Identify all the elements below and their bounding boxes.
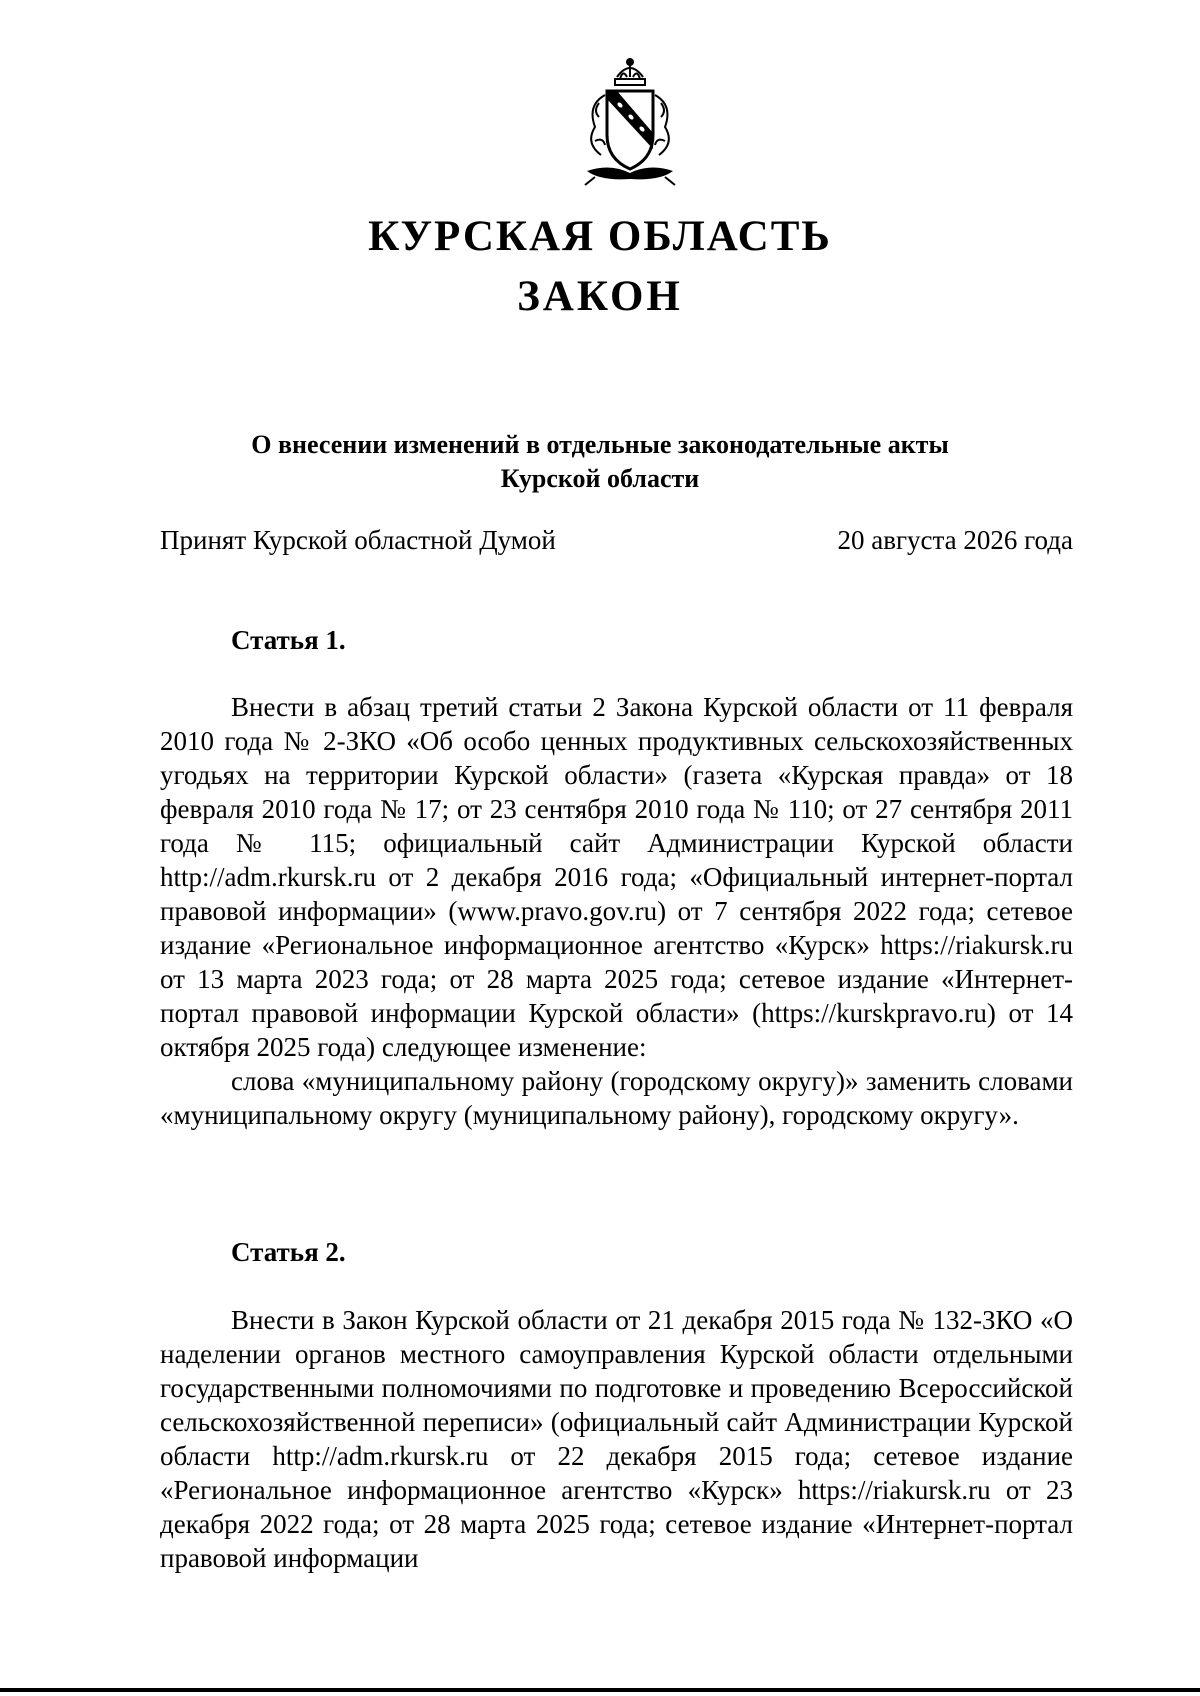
article-1-paragraph: слова «муниципальному району (городскому округу)» заменить словами «муниципальному округу (муниципальному району), городскому округу». [160,1066,1073,1130]
document-title-line1: О внесении изменений в отдельные законодательные акты [251,430,949,459]
adoption-line [160,525,1073,556]
article-1-paragraph: Внести в абзац третий статьи 2 Закона Курской области от 11 февраля 2010 года № 2-ЗКО «Об особо ценных продуктивных сельскохозяйственных угодьях на территории Курской области» (газета «Курская правда» от 18 февраля 2010 года № 17; от 23 сентября 2010 года № 110; от 27 сентября 2011 года № 115; официальный сайт Администрации Курской области http://adm.rkursk.ru от 2 декабря 2016 года; «Официальный интернет-портал правовой информации» (www.pravo.gov.ru) от 7 сентября 2022 года; сетевое издание «Региональное информационное агентство «Курск» https://riakursk.ru от 13 марта 2023 года; от 28 марта 2025 года; сетевое издание «Интернет-портал правовой информации Курской области» (https://kurskpravo.ru) от 14 октября 2025 года) следующее изменение: [160,692,1073,1062]
page-bottom-edge [0,1688,1200,1692]
article-2-heading: Статья 2. [231,1237,346,1267]
article-1-body [160,690,1073,1132]
document-type: ЗАКОН [517,273,683,320]
region-name: КУРСКАЯ ОБЛАСТЬ [368,213,832,260]
adoption-date: 20 августа 2026 года [837,525,1073,555]
article-1-heading: Статья 1. [231,625,346,655]
document-title-line2: Курской области [500,464,700,493]
document-title [0,428,1200,496]
article-2-body [160,1303,1073,1575]
article-2-paragraph: Внести в Закон Курской области от 21 декабря 2015 года № 132-ЗКО «О наделении органов местного самоуправления Курской области отдельными государственными полномочиями по подготовке и проведению Всероссийской сельскохозяйственной переписи» (официальный сайт Администрации Курской области http://adm.rkursk.ru от 22 декабря 2015 года; сетевое издание «Региональное информационное агентство «Курск» https://riakursk.ru от 23 декабря 2022 года; от 28 марта 2025 года; сетевое издание «Интернет-портал правовой информации [160,1305,1073,1573]
adopted-by: Принят Курской областной Думой [160,525,556,555]
coat-of-arms-icon [565,55,695,195]
